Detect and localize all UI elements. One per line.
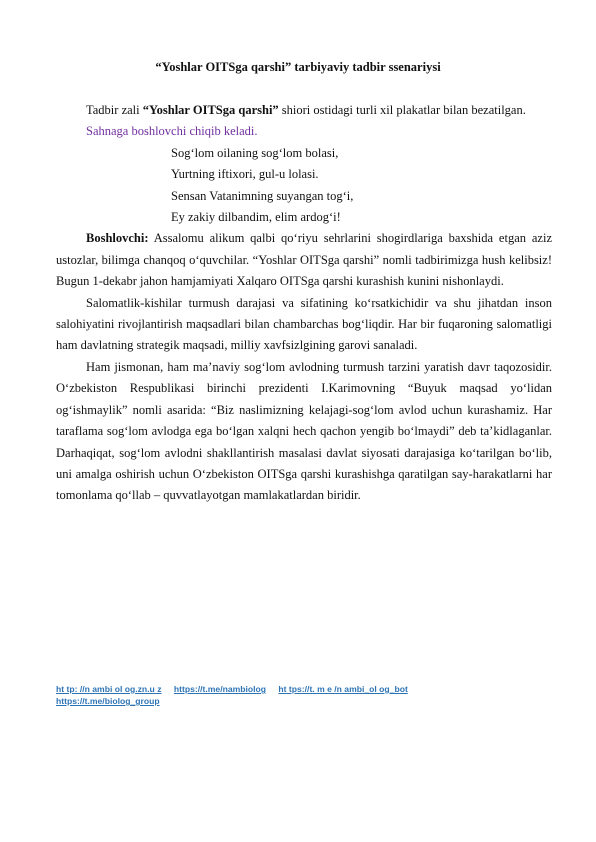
poem-line: Sog‘lom oilaning sog‘lom bolasi, — [171, 145, 339, 160]
footer-link-telegram-channel[interactable]: https://t.me/nambiolog — [173, 684, 267, 694]
intro-text-start: Tadbir zali — [86, 103, 143, 117]
poem-line: Yurtning iftixori, gul-u lolasi. — [171, 167, 319, 182]
document-body — [56, 100, 552, 507]
poem-line: Sensan Vatanimning suyangan tog‘i, — [171, 188, 354, 203]
poem-line: Ey zakiy dilbandim, elim ardog‘i! — [171, 210, 341, 225]
intro-text-end: shiori ostidagi turli xil plakatlar bilan bezatilgan. — [278, 103, 526, 117]
generation-paragraph: Ham jismonan, ham ma’naviy sog‘lom avlodning turmush tarzini yaratish davr taqozosidir. O‘zbekiston Respublikasi birinchi prezidenti I.Karimovning “Buyuk maqsad yo‘lidan og‘ishmaylik” nomli asarida: “Biz naslimizning kelajagi-sog‘lom avlod uchun kurashamiz. Har taraflama sog‘lom avlodga ega bo‘lgan xalqni hech qachon yengib bo‘lmaydi” deb ta’kidlaganlar. Darhaqiqat, sog‘lom avlodni shakllantirish masalasi davlat siyosati darajasiga ko‘tarilgan bo‘lib, uni amalga oshirish uchun O‘zbekiston OITSga qarshi kurashishga qaratilgan say-harakatlarni har tomonlama qo‘llab – quvvatlayotgan mamlakatlardan biridir. — [56, 359, 552, 503]
host-paragraph — [56, 228, 552, 292]
footer-links-row — [56, 683, 556, 695]
host-label: Boshlovchi: — [86, 231, 149, 246]
health-paragraph: Salomatlik-kishilar turmush darajasi va sifatining ko‘rsatkichidir va shu jihatdan inson salohiyatini rivojlantirish maqsadlari bilan chambarchas bog‘liqdir. Har bir fuqaroning salomatligi ham davlatning strategik maqsadi, milliy xavfsizlgining garovi sanaladi. — [56, 295, 552, 353]
intro-slogan: “Yoshlar OITSga qarshi” — [142, 103, 279, 117]
footer-link-site[interactable]: ht tp: //n ambi ol og.zn.u z — [56, 684, 162, 694]
footer-links-row — [56, 695, 556, 707]
host-speech: Assalomu alikum qalbi qo‘riyu sehrlarini shogirdlariga baxshida etgan aziz ustozlar, bilimga chanqoq o‘quvchilar. “Yoshlar OITSga qarshi” nomli tadbirimizga hush kelibsiz! Bugun 1-dekabr jahon hamjamiyati Xalqaro OITSga qarshi kurashish kunini nishonlaydi. — [56, 231, 552, 289]
intro-paragraph — [56, 100, 552, 121]
footer-links — [56, 683, 556, 707]
document-title: “Yoshlar OITSga qarshi” tarbiyaviy tadbir ssenariysi — [155, 60, 441, 74]
footer-link-telegram-group[interactable]: https://t.me/biolog_group — [56, 696, 160, 706]
stage-direction: Sahnaga boshlovchi chiqib keladi. — [86, 124, 258, 139]
footer-link-telegram-bot[interactable]: ht tps://t. m e /n ambi_ol og_bot — [278, 684, 408, 694]
